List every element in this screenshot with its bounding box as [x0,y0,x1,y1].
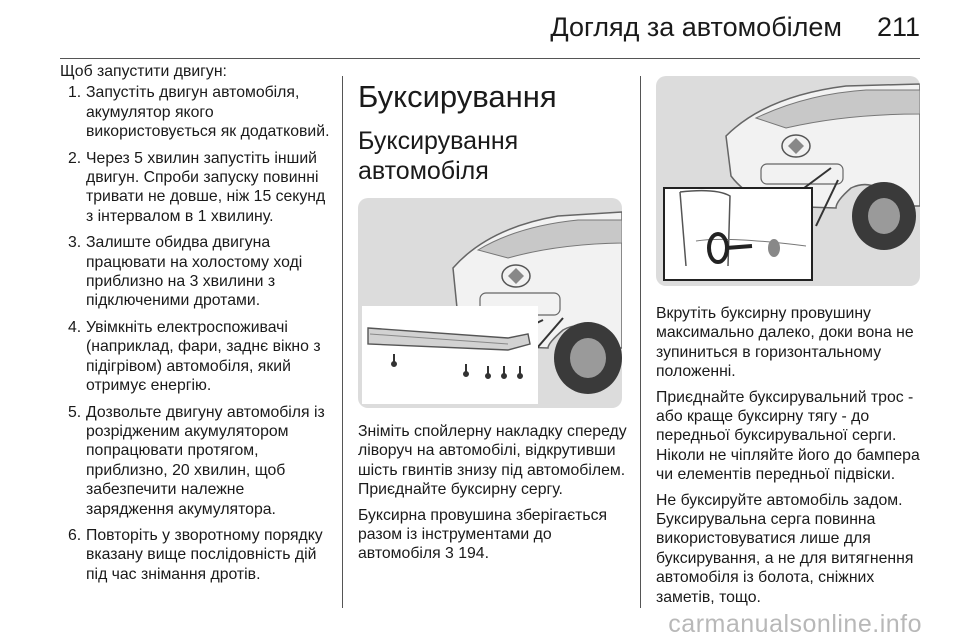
paragraph: Приєднайте буксирувальний трос - або краще буксирну тягу - до передньої буксирувальної серги. Ніколи не чіпляйте його до бампера чи елементів передньої підвіски. [656,388,920,484]
paragraph [358,506,628,564]
list-item [60,233,330,311]
paragraph-text: Буксирна провушина зберігається разом із інструментами до автомобіля [358,506,608,563]
paragraph: Вкрутіть буксирну провушину максимально далеко, доки вона не зупиниться в горизонтальному положенні. [656,305,914,381]
column-towing [358,62,628,570]
intro-text: Щоб запустити двигун: [60,63,227,80]
step-text: Залиште обидва двигуна працювати на холостому ході приблизно на 3 хвилини з підключеними дротами. [86,234,303,310]
list-item [60,318,330,396]
subsection-heading: Буксирування автомобіля [358,127,519,185]
page-header [0,0,960,62]
list-item [60,83,330,141]
column-divider-1 [342,76,343,608]
step-number: 1. [68,84,82,102]
column-towing-eye [656,62,924,613]
section-heading: Буксирування [358,79,557,114]
step-text: Повторіть у зворотному порядку вказану вище послідовність дій під час знімання дротів. [86,526,323,583]
watermark: carmanualsonline.info [668,610,922,638]
page-ref[interactable]: 194. [458,545,489,563]
list-item [60,403,330,519]
spoiler-removal-illustration [358,198,622,408]
section-title: Догляд за автомобілем [550,12,842,42]
step-number: 4. [68,318,82,336]
step-text: Увімкніть електроспоживачі (наприклад, фари, заднє вікно з підігрівом) автомобіля, який отримує енергію. [86,318,321,395]
list-item [60,526,330,584]
step-text: Дозвольте двигуну автомобіля із розрідженим акумулятором попрацювати протягом, приблизно, 20 хвилин, щоб забезпечити належне зарядження акумулятора. [86,403,325,518]
paragraph: Не буксируйте автомобіль задом. Буксирувальна серга повинна використовуватися лише для буксирування, а не для витягнення автомобіля із болота, сніжних заметів, тощо. [656,491,914,606]
step-number: 6. [68,526,82,544]
step-text: Через 5 хвилин запустіть інший двигун. Спроби запуску повинні тривати не довше, ніж 15 секунд з інтервалом в 1 хвилину. [86,149,326,225]
step-number: 3. [68,234,82,252]
page-ref-arrow: 3 [445,545,454,563]
step-number: 2. [68,149,82,167]
header-divider [60,58,920,59]
towing-eye-illustration [656,76,920,286]
paragraph: Зніміть спойлерну накладку спереду ліворуч на автомобілі, відкрутивши шість гвинтів знизу під автомобілем. Приєднайте буксирну сергу. [358,423,627,499]
column-divider-2 [640,76,641,608]
page-number: 211 [876,12,920,42]
step-number: 5. [68,403,82,421]
column-jump-start [60,62,330,591]
steps-list [60,83,330,584]
step-text: Запустіть двигун автомобіля, акумулятор якого використовується як додатковий. [86,84,330,141]
list-item [60,149,330,227]
